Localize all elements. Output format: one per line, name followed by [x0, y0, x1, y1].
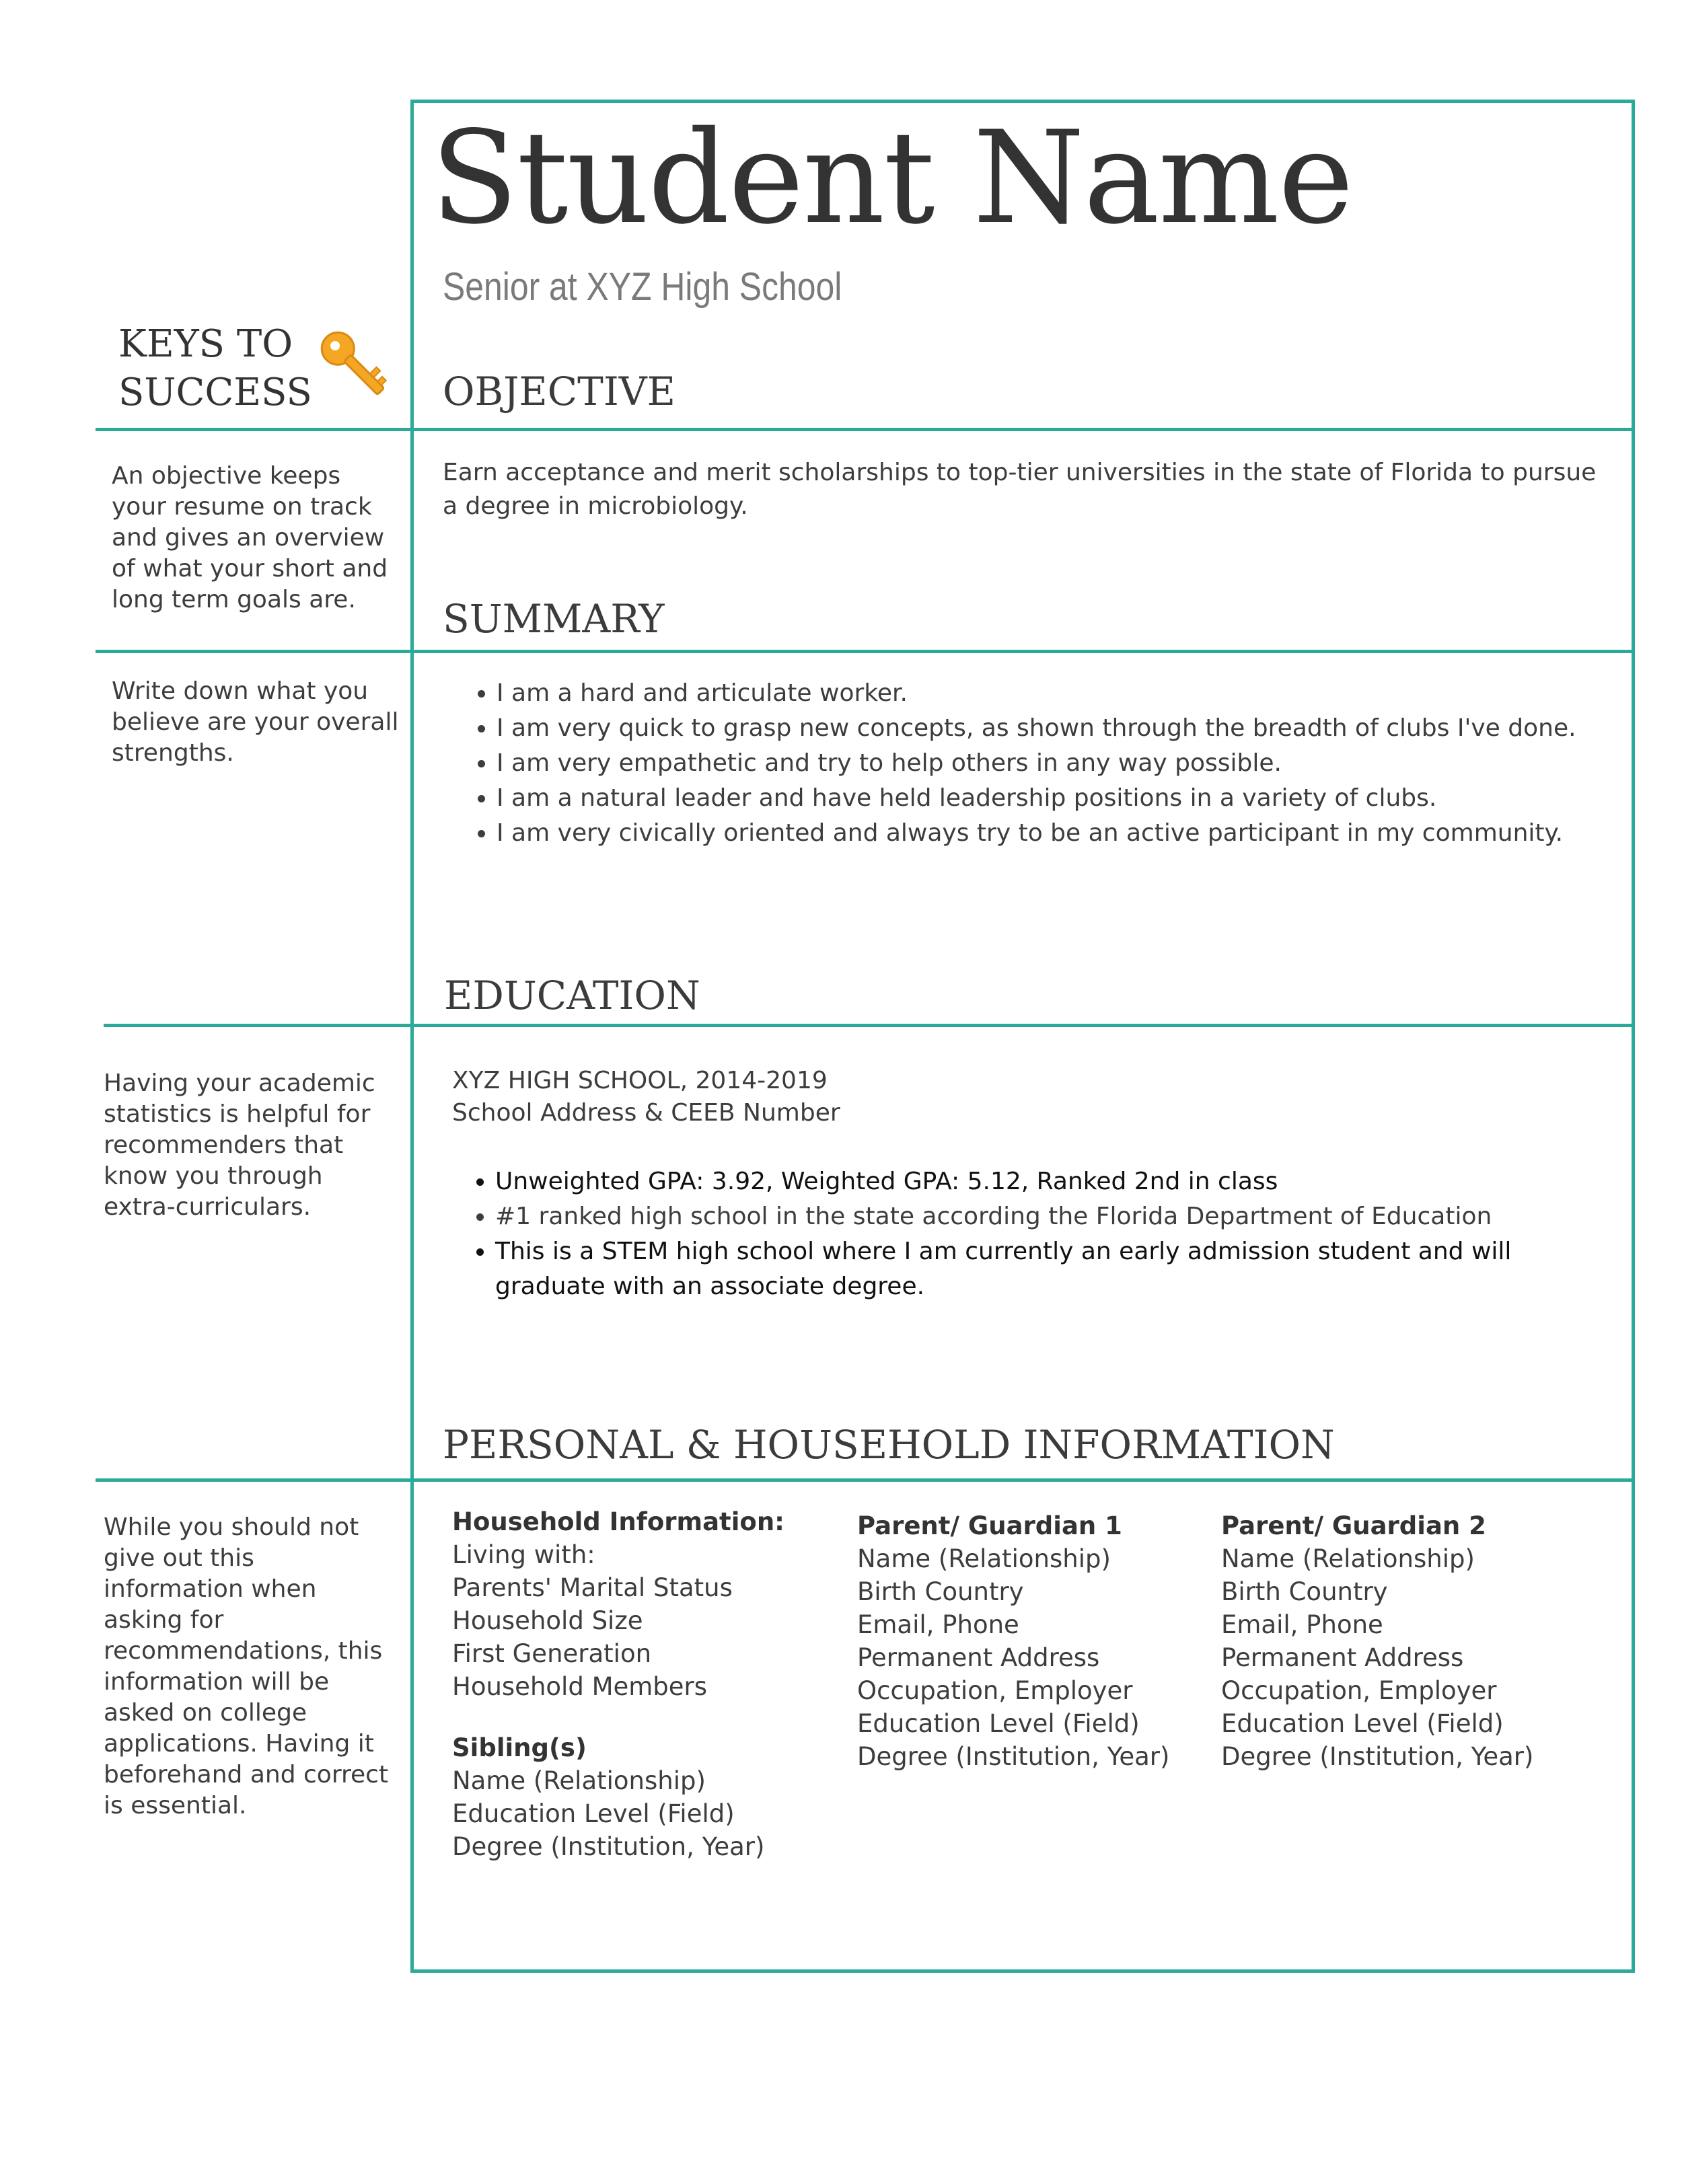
frame-top-border: [410, 100, 1635, 103]
siblings-heading: Sibling(s): [452, 1733, 587, 1762]
student-name: Student Name: [431, 104, 1353, 252]
list-item: Household Members: [452, 1672, 708, 1701]
list-item: Email, Phone: [1221, 1610, 1383, 1639]
list-item: Name (Relationship): [452, 1766, 706, 1795]
list-item: Email, Phone: [857, 1610, 1019, 1639]
objective-text: Earn acceptance and merit scholarships to top-tier universities in the state of Florida to pursue a degree in microbiology.: [443, 459, 1597, 520]
divider-personal: [96, 1478, 1635, 1482]
list-item: Education Level (Field): [857, 1709, 1140, 1738]
list-item: • I am a hard and articulate worker.: [497, 676, 1634, 711]
spacer: [452, 1703, 829, 1731]
keys-line-2: SUCCESS: [118, 371, 312, 414]
list-item: First Generation: [452, 1639, 652, 1668]
keys-to-success-heading: [118, 320, 312, 417]
divider-summary: [96, 650, 1635, 653]
list-item: • I am very empathetic and try to help others in any way possible.: [497, 746, 1634, 781]
personal-heading: PERSONAL & HOUSEHOLD INFORMATION: [443, 1422, 1335, 1468]
list-item: Birth Country: [857, 1577, 1024, 1606]
list-item: Degree (Institution, Year): [857, 1742, 1170, 1771]
education-list: [456, 1164, 1585, 1304]
frame-left-border: [410, 100, 414, 1973]
key-icon: [311, 322, 398, 409]
guardian-2-heading: Parent/ Guardian 2: [1221, 1511, 1486, 1540]
list-item: Education Level (Field): [1221, 1709, 1504, 1738]
education-heading: EDUCATION: [444, 973, 700, 1018]
education-address: School Address & CEEB Number: [452, 1099, 840, 1127]
list-item: Education Level (Field): [452, 1799, 735, 1828]
list-item: Household Size: [452, 1606, 643, 1635]
list-item: Name (Relationship): [1221, 1544, 1475, 1573]
list-item: • Unweighted GPA: 3.92, Weighted GPA: 5.12, Ranked 2nd in class: [495, 1164, 1585, 1199]
divider-objective: [96, 428, 1635, 431]
list-item: Parents' Marital Status: [452, 1573, 733, 1602]
list-item: Degree (Institution, Year): [452, 1832, 765, 1861]
frame-right-border: [1632, 100, 1635, 1973]
summary-heading: SUMMARY: [443, 596, 665, 642]
list-item: Occupation, Employer: [1221, 1676, 1497, 1705]
list-item: • I am very quick to grasp new concepts, as shown through the breadth of clubs I've done.: [497, 711, 1634, 746]
household-column: [452, 1505, 829, 1863]
guardian-1-column: [857, 1509, 1207, 1773]
frame-bottom-border: [410, 1969, 1635, 1973]
student-subtitle: Senior at XYZ High School: [443, 265, 842, 309]
list-item: Name (Relationship): [857, 1544, 1111, 1573]
list-item: • This is a STEM high school where I am currently an early admission student and will graduate with an associate degree.: [495, 1234, 1585, 1304]
objective-heading: OBJECTIVE: [443, 369, 675, 414]
list-item: • I am a natural leader and have held leadership positions in a variety of clubs.: [497, 781, 1634, 816]
list-item: Degree (Institution, Year): [1221, 1742, 1534, 1771]
divider-education: [104, 1024, 1635, 1027]
list-item: Permanent Address: [857, 1643, 1100, 1672]
summary-tip: Write down what you believe are your overall strengths.: [112, 677, 399, 767]
personal-tip: While you should not give out this information when asking for recommendations, this information will be asked on college applications. Having it beforehand and correct is essential.: [104, 1513, 389, 1819]
household-heading: Household Information:: [452, 1507, 784, 1536]
objective-tip: An objective keeps your resume on track and gives an overview of what your short and long term goals are.: [112, 462, 388, 613]
list-item: • #1 ranked high school in the state according the Florida Department of Education: [495, 1199, 1585, 1234]
list-item: Birth Country: [1221, 1577, 1388, 1606]
list-item: Permanent Address: [1221, 1643, 1464, 1672]
list-item: Occupation, Employer: [857, 1676, 1133, 1705]
list-item: Living with:: [452, 1540, 595, 1569]
education-tip: Having your academic statistics is helpful for recommenders that know you through extra-curriculars.: [104, 1069, 375, 1221]
guardian-2-column: [1221, 1509, 1598, 1773]
guardian-1-heading: Parent/ Guardian 1: [857, 1511, 1122, 1540]
education-school: XYZ HIGH SCHOOL, 2014-2019: [452, 1067, 828, 1094]
list-item: • I am very civically oriented and always try to be an active participant in my community.: [497, 816, 1634, 851]
keys-line-1: KEYS TO: [118, 322, 293, 366]
summary-list: [458, 676, 1634, 851]
